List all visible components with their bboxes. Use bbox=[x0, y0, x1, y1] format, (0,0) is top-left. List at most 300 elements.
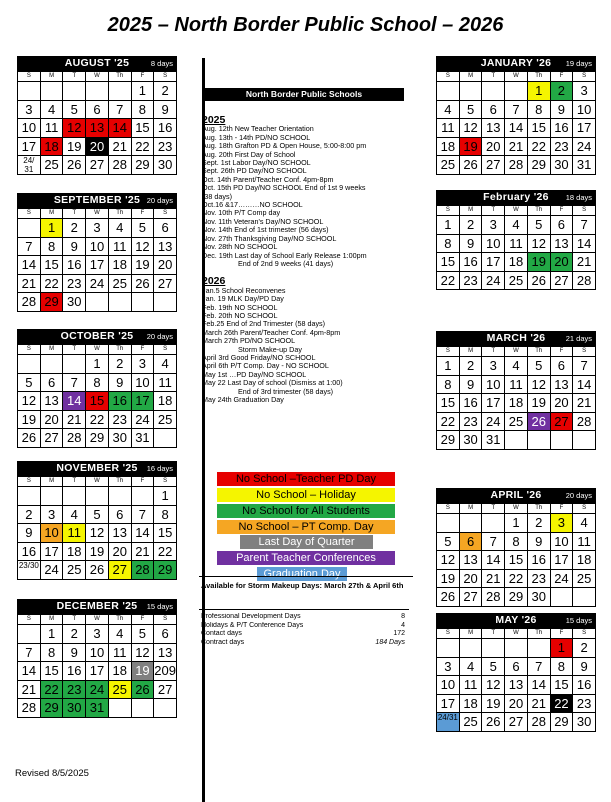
day-cell: 28 bbox=[132, 561, 155, 580]
day-cell: 29 bbox=[154, 561, 177, 580]
day-cell: 5 bbox=[528, 216, 551, 235]
day-cell: 2 bbox=[460, 357, 483, 376]
day-cell: 4 bbox=[109, 625, 132, 644]
day-cell: 17 bbox=[437, 695, 460, 714]
weekday-label: Th bbox=[528, 72, 551, 82]
day-cell: 24 bbox=[132, 411, 155, 430]
day-cell: 21 bbox=[109, 138, 132, 157]
day-cell: 19 bbox=[528, 394, 551, 413]
day-cell bbox=[63, 487, 86, 506]
event-line: March 26th Parent/Teacher Conf. 4pm-8pm bbox=[202, 327, 341, 337]
day-cell: 9 bbox=[528, 533, 551, 552]
month-nov bbox=[17, 461, 177, 580]
day-cell bbox=[460, 639, 483, 658]
day-cell: 16 bbox=[109, 392, 132, 411]
day-cell: 2 bbox=[63, 625, 86, 644]
day-cell: 22 bbox=[437, 413, 460, 432]
day-cell: 3 bbox=[86, 219, 109, 238]
day-cell: 13 bbox=[41, 392, 64, 411]
day-cell: 27 bbox=[154, 275, 177, 294]
month-day-count: 21 days bbox=[565, 334, 592, 343]
stat-label: Contact days bbox=[201, 630, 242, 637]
day-cell: 25 bbox=[41, 156, 64, 175]
day-cell: 5 bbox=[132, 625, 155, 644]
weekday-label: S bbox=[437, 347, 460, 357]
day-cell bbox=[482, 639, 505, 658]
day-cell: 29 bbox=[41, 293, 64, 312]
day-cell: 15 bbox=[437, 394, 460, 413]
month-header bbox=[17, 461, 177, 476]
month-day-count: 19 days bbox=[565, 59, 592, 68]
day-cell: 27 bbox=[551, 272, 574, 291]
weekday-label: F bbox=[551, 504, 574, 514]
weekday-label: W bbox=[86, 477, 109, 487]
day-cell: 30 bbox=[528, 588, 551, 607]
day-cell: 18 bbox=[109, 256, 132, 275]
day-cell: 23 bbox=[63, 275, 86, 294]
weekday-label: W bbox=[86, 615, 109, 625]
month-grid bbox=[436, 503, 596, 607]
day-cell: 17 bbox=[41, 543, 64, 562]
day-cell: 7 bbox=[18, 644, 41, 663]
day-cell bbox=[154, 699, 177, 718]
day-cell: 8 bbox=[551, 658, 574, 677]
day-cell: 3 bbox=[551, 514, 574, 533]
day-cell: 14 bbox=[132, 524, 155, 543]
day-cell: 7 bbox=[132, 506, 155, 525]
day-cell: 9 bbox=[551, 101, 574, 120]
month-grid bbox=[17, 208, 177, 312]
day-cell: 9 bbox=[460, 235, 483, 254]
weekday-label: F bbox=[551, 206, 574, 216]
day-cell: 19 bbox=[132, 662, 155, 681]
day-cell bbox=[18, 625, 41, 644]
day-cell: 26 bbox=[528, 272, 551, 291]
day-cell: 13 bbox=[551, 376, 574, 395]
day-cell: 25 bbox=[109, 275, 132, 294]
weekday-label: S bbox=[154, 345, 177, 355]
day-cell: 26 bbox=[460, 156, 483, 175]
day-cell: 26 bbox=[132, 275, 155, 294]
weekday-label: W bbox=[505, 206, 528, 216]
day-cell: 25 bbox=[460, 713, 483, 732]
weekday-label: M bbox=[41, 345, 64, 355]
month-sep bbox=[17, 193, 177, 312]
weekday-label: W bbox=[86, 345, 109, 355]
day-cell: 2 bbox=[573, 639, 596, 658]
day-cell: 9 bbox=[154, 101, 177, 120]
day-cell: 30 bbox=[154, 156, 177, 175]
day-cell: 11 bbox=[573, 533, 596, 552]
month-name: APRIL '26 bbox=[490, 489, 542, 501]
day-cell bbox=[154, 293, 177, 312]
event-line: (38 days) bbox=[202, 191, 232, 201]
weekday-label: W bbox=[505, 72, 528, 82]
weekday-label: T bbox=[63, 209, 86, 219]
day-cell: 10 bbox=[573, 101, 596, 120]
stat-value: 172 bbox=[393, 630, 405, 637]
day-cell: 7 bbox=[528, 658, 551, 677]
day-cell: 2 bbox=[63, 219, 86, 238]
day-cell: 24 bbox=[551, 570, 574, 589]
day-cell bbox=[505, 639, 528, 658]
weekday-label: W bbox=[505, 504, 528, 514]
day-cell: 10 bbox=[132, 374, 155, 393]
day-cell: 1 bbox=[437, 357, 460, 376]
day-cell: 5 bbox=[63, 101, 86, 120]
day-cell: 30 bbox=[63, 699, 86, 718]
page-title: 2025 – North Border Public School – 2026 bbox=[107, 14, 504, 36]
day-cell bbox=[86, 487, 109, 506]
month-header bbox=[436, 331, 596, 346]
day-cell: 14 bbox=[18, 662, 41, 681]
day-cell: 29 bbox=[528, 156, 551, 175]
day-cell: 22 bbox=[41, 275, 64, 294]
day-cell: 21 bbox=[18, 275, 41, 294]
day-cell: 30 bbox=[63, 293, 86, 312]
day-cell: 30 bbox=[573, 713, 596, 732]
weekday-label: W bbox=[86, 209, 109, 219]
month-header bbox=[17, 193, 177, 208]
day-cell: 10 bbox=[551, 533, 574, 552]
day-cell: 31 bbox=[573, 156, 596, 175]
month-grid bbox=[17, 476, 177, 580]
day-cell bbox=[86, 293, 109, 312]
day-cell: 1 bbox=[551, 639, 574, 658]
day-cell: 11 bbox=[63, 524, 86, 543]
legend-no-school-all: No School for All Students bbox=[217, 504, 395, 518]
day-cell: 19 bbox=[18, 411, 41, 430]
day-cell: 29 bbox=[551, 713, 574, 732]
day-cell: 18 bbox=[505, 253, 528, 272]
weekday-label: S bbox=[573, 72, 596, 82]
weekday-label: Th bbox=[528, 504, 551, 514]
day-cell: 5 bbox=[132, 219, 155, 238]
day-cell: 14 bbox=[573, 235, 596, 254]
day-cell: 11 bbox=[505, 376, 528, 395]
event-line: Dec. 19th Last day of School Early Release 1:00pm bbox=[202, 250, 367, 260]
day-cell: 17 bbox=[86, 662, 109, 681]
day-cell: 12 bbox=[132, 238, 155, 257]
day-cell: 7 bbox=[18, 238, 41, 257]
month-day-count: 8 days bbox=[150, 59, 173, 68]
day-cell: 24 bbox=[86, 681, 109, 700]
day-cell: 11 bbox=[41, 119, 64, 138]
weekday-label: W bbox=[86, 72, 109, 82]
day-cell bbox=[551, 588, 574, 607]
stat-row bbox=[199, 613, 409, 622]
day-cell: 16 bbox=[528, 551, 551, 570]
day-cell: 19 bbox=[437, 570, 460, 589]
day-cell: 20 bbox=[41, 411, 64, 430]
day-cell: 11 bbox=[505, 235, 528, 254]
day-cell: 22 bbox=[154, 543, 177, 562]
day-cell: 2 bbox=[18, 506, 41, 525]
stat-row bbox=[199, 622, 409, 631]
day-cell: 3 bbox=[18, 101, 41, 120]
day-cell: 1 bbox=[437, 216, 460, 235]
day-cell: 25 bbox=[573, 570, 596, 589]
month-name: NOVEMBER '25 bbox=[56, 462, 138, 474]
weekday-label: M bbox=[460, 72, 483, 82]
day-cell bbox=[437, 514, 460, 533]
event-line: Feb. 19th NO SCHOOL bbox=[202, 302, 278, 312]
weekday-label: Th bbox=[109, 209, 132, 219]
event-line: Sept. 26th PD Day/NO SCHOOL bbox=[202, 166, 307, 176]
month-jan bbox=[436, 56, 596, 175]
day-cell: 19 bbox=[460, 138, 483, 157]
stat-row bbox=[199, 639, 409, 648]
weekday-label: F bbox=[132, 477, 155, 487]
day-cell bbox=[18, 355, 41, 374]
day-cell: 23 bbox=[154, 138, 177, 157]
month-grid bbox=[436, 346, 596, 450]
day-cell: 14 bbox=[528, 676, 551, 695]
day-cell: 23 bbox=[460, 272, 483, 291]
day-cell bbox=[528, 639, 551, 658]
day-cell: 19 bbox=[528, 253, 551, 272]
event-line: Jan.5 School Reconvenes bbox=[202, 285, 286, 295]
day-statistics bbox=[199, 609, 409, 647]
day-cell bbox=[132, 699, 155, 718]
day-cell: 31 bbox=[132, 429, 155, 448]
day-cell: 9 bbox=[460, 376, 483, 395]
day-cell bbox=[482, 514, 505, 533]
month-grid bbox=[436, 71, 596, 175]
day-cell: 27 bbox=[86, 156, 109, 175]
weekday-label: M bbox=[460, 504, 483, 514]
day-cell: 7 bbox=[573, 357, 596, 376]
month-name: MAY '26 bbox=[495, 614, 537, 626]
weekday-label: F bbox=[132, 72, 155, 82]
day-cell: 15 bbox=[528, 119, 551, 138]
day-cell: 23 bbox=[109, 411, 132, 430]
day-cell: 19 bbox=[86, 543, 109, 562]
day-cell: 23/30 bbox=[18, 561, 41, 580]
event-line: Sept. 1st Labor Day/NO SCHOOL bbox=[202, 158, 311, 168]
day-cell: 3 bbox=[132, 355, 155, 374]
day-cell: 4 bbox=[573, 514, 596, 533]
day-cell: 28 bbox=[63, 429, 86, 448]
weekday-label: Th bbox=[109, 72, 132, 82]
month-grid bbox=[17, 614, 177, 718]
day-cell: 22 bbox=[41, 681, 64, 700]
stat-value: 4 bbox=[401, 621, 405, 629]
event-line: Nov. 11th Veteran's Day/NO SCHOOL bbox=[202, 216, 324, 226]
day-cell: 8 bbox=[132, 101, 155, 120]
stat-row bbox=[199, 630, 409, 639]
day-cell: 29 bbox=[41, 699, 64, 718]
day-cell: 16 bbox=[460, 253, 483, 272]
day-cell: 3 bbox=[573, 82, 596, 101]
day-cell: 14 bbox=[482, 551, 505, 570]
day-cell: 12 bbox=[132, 644, 155, 663]
day-cell: 11 bbox=[460, 676, 483, 695]
day-cell: 28 bbox=[528, 713, 551, 732]
day-cell: 15 bbox=[41, 256, 64, 275]
day-cell: 25 bbox=[63, 561, 86, 580]
event-line: End of 2nd 9 weeks (41 days) bbox=[238, 258, 334, 268]
legend-pt-comp: No School – PT Comp. Day bbox=[217, 520, 395, 534]
event-line: May 24th Graduation Day bbox=[202, 395, 284, 404]
day-cell: 24 bbox=[573, 138, 596, 157]
storm-makeup-note: Available for Storm Makeup Days: March 27th & April 6th bbox=[199, 576, 413, 590]
day-cell bbox=[505, 82, 528, 101]
weekday-label: Th bbox=[109, 477, 132, 487]
weekday-label: S bbox=[18, 209, 41, 219]
day-cell: 31 bbox=[482, 431, 505, 450]
day-cell: 26 bbox=[86, 561, 109, 580]
month-name: DECEMBER '25 bbox=[56, 600, 138, 612]
weekday-label: S bbox=[573, 629, 596, 639]
weekday-label: S bbox=[437, 629, 460, 639]
day-cell bbox=[132, 487, 155, 506]
day-cell: 22 bbox=[551, 695, 574, 714]
day-cell: 26 bbox=[482, 713, 505, 732]
day-cell: 1 bbox=[41, 219, 64, 238]
day-cell bbox=[482, 82, 505, 101]
day-cell: 27 bbox=[109, 561, 132, 580]
day-cell: 17 bbox=[551, 551, 574, 570]
event-line: Feb.25 End of 2nd Trimester (58 days) bbox=[202, 319, 326, 329]
event-line: Nov. 27th Thanksgiving Day/NO SCHOOL bbox=[202, 233, 337, 243]
day-cell: 24/31 bbox=[437, 713, 460, 732]
day-cell: 3 bbox=[437, 658, 460, 677]
weekday-label: T bbox=[63, 615, 86, 625]
month-day-count: 20 days bbox=[146, 196, 173, 205]
day-cell: 12 bbox=[460, 119, 483, 138]
day-cell: 17 bbox=[482, 394, 505, 413]
day-cell: 8 bbox=[86, 374, 109, 393]
weekday-label: W bbox=[505, 347, 528, 357]
month-name: SEPTEMBER '25 bbox=[53, 194, 141, 206]
weekday-label: S bbox=[154, 477, 177, 487]
month-feb bbox=[436, 190, 596, 290]
day-cell: 12 bbox=[63, 119, 86, 138]
day-cell: 15 bbox=[86, 392, 109, 411]
day-cell: 20 bbox=[505, 695, 528, 714]
month-grid bbox=[436, 205, 596, 290]
month-header bbox=[436, 488, 596, 503]
day-cell: 2 bbox=[109, 355, 132, 374]
day-cell: 1 bbox=[41, 625, 64, 644]
day-cell: 20 bbox=[154, 256, 177, 275]
day-cell: 4 bbox=[505, 216, 528, 235]
weekday-label: T bbox=[63, 72, 86, 82]
day-cell: 8 bbox=[528, 101, 551, 120]
day-cell: 16 bbox=[154, 119, 177, 138]
day-cell: 28 bbox=[505, 156, 528, 175]
weekday-label: M bbox=[460, 629, 483, 639]
day-cell: 11 bbox=[109, 644, 132, 663]
day-cell: 5 bbox=[437, 533, 460, 552]
day-cell: 5 bbox=[482, 658, 505, 677]
day-cell: 21 bbox=[528, 695, 551, 714]
weekday-label: M bbox=[41, 209, 64, 219]
day-cell: 20 bbox=[86, 138, 109, 157]
weekday-label: M bbox=[41, 477, 64, 487]
day-cell: 22 bbox=[505, 570, 528, 589]
weekday-label: S bbox=[154, 615, 177, 625]
day-cell: 14 bbox=[573, 376, 596, 395]
day-cell: 13 bbox=[460, 551, 483, 570]
day-cell: 10 bbox=[86, 238, 109, 257]
day-cell: 6 bbox=[460, 533, 483, 552]
day-cell: 21 bbox=[482, 570, 505, 589]
month-mar bbox=[436, 331, 596, 450]
day-cell: 25 bbox=[109, 681, 132, 700]
day-cell: 8 bbox=[437, 235, 460, 254]
weekday-label: M bbox=[41, 72, 64, 82]
day-cell: 21 bbox=[63, 411, 86, 430]
day-cell: 29 bbox=[437, 431, 460, 450]
day-cell: 2 bbox=[551, 82, 574, 101]
legend-pt-conferences: Parent Teacher Conferences bbox=[217, 551, 395, 565]
day-cell: 6 bbox=[154, 625, 177, 644]
day-cell: 18 bbox=[154, 392, 177, 411]
month-day-count: 20 days bbox=[146, 332, 173, 341]
day-cell: 18 bbox=[41, 138, 64, 157]
day-cell: 17 bbox=[132, 392, 155, 411]
day-cell: 20 bbox=[551, 394, 574, 413]
day-cell bbox=[460, 82, 483, 101]
weekday-label: S bbox=[573, 504, 596, 514]
day-cell: 16 bbox=[460, 394, 483, 413]
day-cell bbox=[18, 219, 41, 238]
day-cell: 28 bbox=[573, 413, 596, 432]
day-cell: 13 bbox=[86, 119, 109, 138]
day-cell: 22 bbox=[528, 138, 551, 157]
day-cell: 6 bbox=[41, 374, 64, 393]
day-cell: 28 bbox=[109, 156, 132, 175]
day-cell: 27 bbox=[505, 713, 528, 732]
day-cell: 4 bbox=[505, 357, 528, 376]
day-cell: 13 bbox=[154, 644, 177, 663]
weekday-label: F bbox=[551, 629, 574, 639]
day-cell: 12 bbox=[18, 392, 41, 411]
day-cell: 6 bbox=[551, 357, 574, 376]
day-cell: 29 bbox=[505, 588, 528, 607]
day-cell: 20 bbox=[460, 570, 483, 589]
event-line: March 27th PD/NO SCHOOL bbox=[202, 336, 296, 346]
month-day-count: 16 days bbox=[146, 464, 173, 473]
day-cell: 8 bbox=[41, 644, 64, 663]
month-day-count: 20 days bbox=[565, 491, 592, 500]
month-name: February '26 bbox=[483, 191, 549, 203]
event-line: End of 3rd trimester (58 days) bbox=[238, 386, 334, 396]
day-cell: 19 bbox=[63, 138, 86, 157]
month-apr bbox=[436, 488, 596, 607]
revised-date: Revised 8/5/2025 bbox=[15, 768, 89, 779]
weekday-label: S bbox=[18, 345, 41, 355]
day-cell bbox=[41, 487, 64, 506]
day-cell bbox=[41, 82, 64, 101]
day-cell: 10 bbox=[482, 376, 505, 395]
weekday-label: T bbox=[63, 477, 86, 487]
day-cell: 12 bbox=[528, 235, 551, 254]
events-panel bbox=[199, 82, 411, 404]
day-cell: 18 bbox=[573, 551, 596, 570]
month-day-count: 15 days bbox=[565, 616, 592, 625]
weekday-label: T bbox=[63, 345, 86, 355]
day-cell: 22 bbox=[132, 138, 155, 157]
day-cell: 8 bbox=[41, 238, 64, 257]
weekday-label: F bbox=[132, 615, 155, 625]
day-cell: 8 bbox=[154, 506, 177, 525]
event-line: Aug. 18th Grafton PD & Open House, 5:00-8:00 pm bbox=[202, 141, 367, 151]
day-cell: 25 bbox=[154, 411, 177, 430]
day-cell: 15 bbox=[132, 119, 155, 138]
